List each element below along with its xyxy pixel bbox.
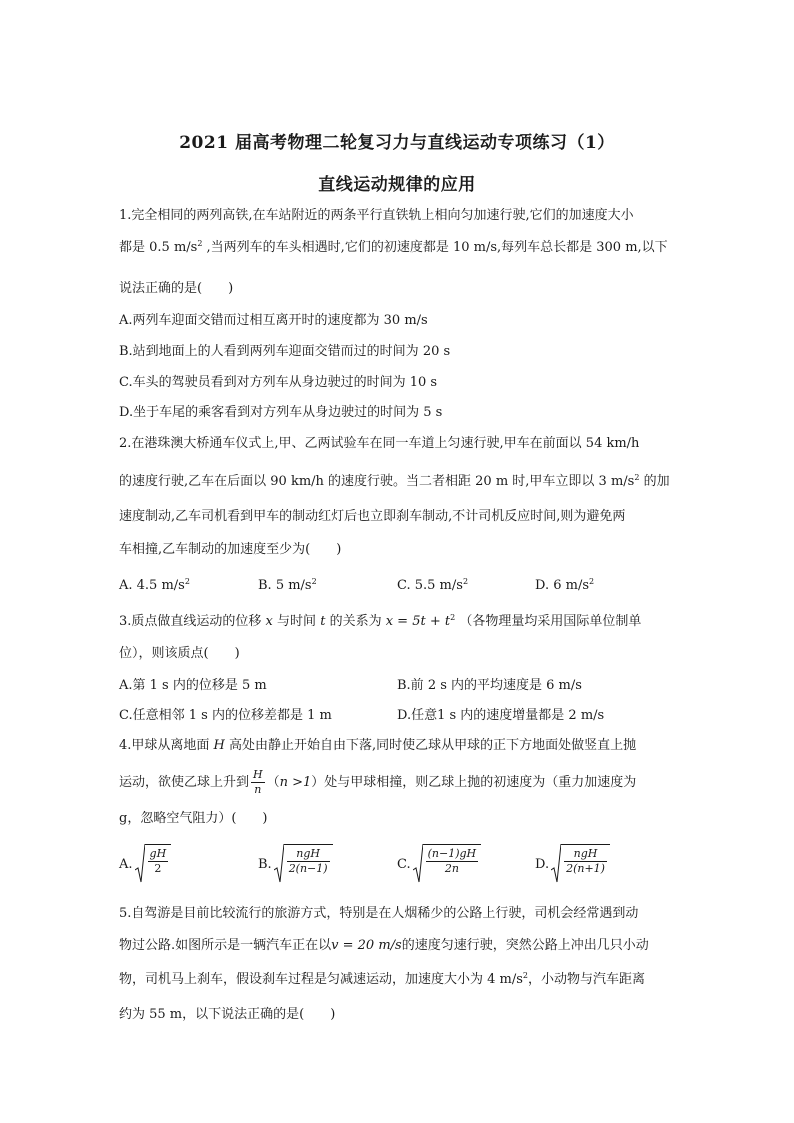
q2-stem-line-2: 的速度行驶,乙车在后面以 90 km/h 的速度行驶。当二者相距 20 m 时,甲车立即以 3 $m/s^2$ 的加 (119, 473, 670, 489)
q2-option-d: D. 6 $m/s^2$ (535, 577, 595, 593)
document-subtitle: 直线运动规律的应用 (318, 175, 476, 195)
q1-stem-line-1: 1.完全相同的两列高铁,在车站附近的两条平行直铁轨上相向匀加速行驶,它们的加速度大小 (119, 208, 634, 223)
q4-stem-line-3: g，忽略空气阻力）( ) (119, 811, 268, 826)
q1-option-b: B.站到地面上的人看到两列车迎面交错而过的时间为 20 s (119, 344, 451, 359)
q3-stem-line-2: 位），则该质点( ) (119, 646, 240, 661)
document-title: 2021 届高考物理二轮复习力与直线运动专项练习（1） (179, 133, 615, 153)
q4-option-d: D. $\frac{\text{ngH}}{2(n+1)}$ (535, 844, 610, 884)
q3-option-d: D.任意1 s 内的速度增量都是 2 m/s (397, 708, 605, 723)
q3-option-b: B.前 2 s 内的平均速度是 6 m/s (397, 678, 582, 693)
q2-stem-line-3: 速度制动,乙车司机看到甲车的制动红灯后也立即刹车制动,不计司机反应时间,则为避免两 (119, 509, 626, 524)
q5-stem-line-1: 5.自驾游是目前比较流行的旅游方式，特别是在人烟稀少的公路上行驶，司机会经常遇到动 (119, 906, 639, 921)
q3-formula: x = 5t + t (385, 614, 451, 629)
q5-stem-line-3: 物，司机马上刹车，假设刹车过程是匀减速运动，加速度大小为 4 $m/s^2$，小动物与汽车距离 (119, 971, 646, 987)
q4-fraction-h-over-n: $\frac{H}{n}$ (253, 768, 263, 796)
q5-stem-line-2: 物过公路.如图所示是一辆汽车正在以v = 20 m/s的速度匀速行驶，突然公路上冲出几只小动 (119, 938, 649, 953)
q1-option-a: A.两列车迎面交错而过相互离开时的速度都为 30 m/s (119, 313, 428, 328)
q1-stem-line-2: 都是 0.5 $m/s^2$ ,当两列车的车头相遇时,它们的初速度都是 10 m/s,每列车总长都是 300 m,以下 (119, 239, 668, 255)
q1-option-c: C.车头的驾驶员看到对方列车从身边驶过的时间为 10 s (119, 375, 438, 390)
q2-option-b: B. 5 $m/s^2$ (258, 577, 317, 593)
q4-option-c: C. $\frac{(n-1)gH}{2n}$ (397, 844, 481, 884)
q4-stem-line-2: 运动，欲使乙球上升到 $\frac{H}{n}$ （n >1）处与甲球相撞，则乙球上抛的初速度为（重力加速度为 (119, 768, 637, 796)
q4-option-b: B. $\frac{\text{ngH}}{2(n-1)}$ (258, 844, 333, 884)
q4-option-a: A. $\frac{gH}{2}$ (119, 844, 171, 884)
q2-stem-line-4: 车相撞,乙车制动的加速度至少为( ) (119, 542, 342, 557)
q1-stem-line-3: 说法正确的是( ) (119, 281, 234, 296)
q2-stem-line-1: 2.在港珠澳大桥通车仪式上,甲、乙两试验车在同一车道上匀速行驶,甲车在前面以 54 km/h (119, 436, 640, 451)
sqrt-symbol: $\frac{gH}{2}$ (135, 844, 172, 884)
q2-option-a: A. 4.5 $m/s^2$ (119, 577, 190, 593)
q5-stem-line-4: 约为 55 m，以下说法正确的是( ) (119, 1007, 336, 1022)
q3-option-a: A.第 1 s 内的位移是 5 m (119, 678, 267, 693)
sqrt-symbol: $\frac{\text{ngH}}{2(n+1)}$ (551, 844, 610, 884)
q2-option-c: C. 5.5 $m/s^2$ (397, 577, 469, 593)
q4-stem-line-1: 4.甲球从离地面 H 高处由静止开始自由下落,同时使乙球从甲球的正下方地面处做竖直上抛 (119, 738, 637, 753)
sqrt-symbol: $\frac{(n-1)gH}{2n}$ (413, 844, 482, 884)
q3-stem-line-1: 3.质点做直线运动的位移 x 与时间 t 的关系为 $x = 5t + t^2$ （各物理量均采用国际单位制单 (119, 613, 642, 629)
sqrt-symbol: $\frac{\text{ngH}}{2(n-1)}$ (274, 844, 333, 884)
q1-option-d: D.坐于车尾的乘客看到对方列车从身边驶过的时间为 5 s (119, 405, 443, 420)
q3-option-c: C.任意相邻 1 s 内的位移差都是 1 m (119, 708, 332, 723)
